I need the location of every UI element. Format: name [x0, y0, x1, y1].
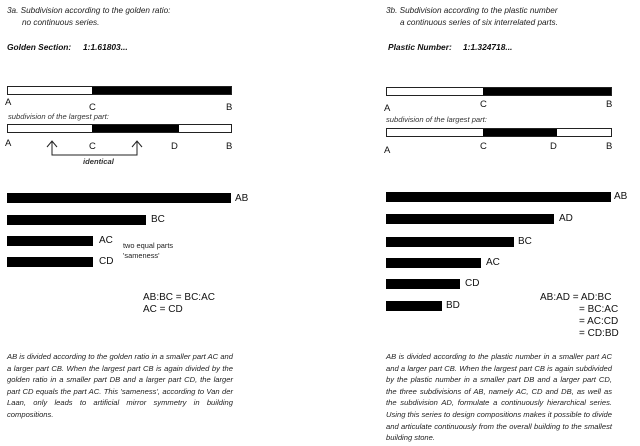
plastic-bar-bd: [386, 301, 442, 311]
golden-bar-bc-label: BC: [151, 214, 165, 225]
golden-section-value: 1:1.61803...: [83, 42, 128, 52]
golden-segment-ab: [7, 86, 232, 95]
plastic-equation-4: = CD:BD: [579, 328, 619, 339]
sameness-note: 'sameness': [123, 251, 160, 260]
point-c-3: C: [480, 99, 487, 110]
golden-bar-ab-label: AB: [235, 193, 249, 204]
plastic-description: AB is divided according to the plastic number in a smaller part AC and a larger part CB. When the largest part CB is again subdivided by the plastic number in a smaller part DB and a larger part CD, the three subdivisions of AB, namely AC, CD and DB, as well as the subdivision AD, formulate a continuously hierarchical series. Using this series to design compositions makes it possible to divide and articulate continuously from the overall building to the smallest building stone.: [386, 352, 612, 443]
plastic-segment-subdivided: [386, 128, 612, 137]
plastic-equation-1: AB:AD = AD:BC: [540, 292, 612, 303]
identical-bracket-icon: [44, 138, 146, 158]
plastic-segment-cd-fill: [483, 129, 557, 136]
left-title-line2: no continuous series.: [22, 18, 100, 27]
plastic-bar-cd-label: CD: [465, 278, 480, 289]
right-title-line2: a continuous series of six interrelated parts.: [400, 18, 558, 27]
plastic-bar-ab: [386, 192, 611, 202]
plastic-bar-bd-label: BD: [446, 300, 460, 311]
right-subdivision-label: subdivision of the largest part:: [386, 115, 487, 124]
plastic-equation-3: = AC:CD: [579, 316, 619, 327]
golden-segment-cb-fill: [92, 87, 231, 94]
point-d-2: D: [171, 141, 178, 152]
point-b-2: B: [226, 141, 233, 152]
identical-label: identical: [83, 157, 114, 166]
plastic-number-label: Plastic Number:: [388, 42, 452, 52]
golden-description: AB is divided according to the golden ratio in a smaller part AC and a larger part CB. When the largest part CB is again divided by the golden ratio in a smaller part DB and a larger part CD, the larger part CD equals the part AC. This 'sameness', according to Van der Laan, only leads to artificial mirror symmetry in building compositions.: [7, 352, 233, 419]
point-c: C: [89, 102, 96, 113]
point-a-2: A: [5, 138, 12, 149]
point-a: A: [5, 97, 12, 108]
two-equal-parts-note: two equal parts: [123, 241, 174, 250]
golden-bar-cd: [7, 257, 93, 267]
point-b: B: [226, 102, 233, 113]
golden-equation-1: AB:BC = BC:AC: [143, 292, 215, 303]
point-b-3: B: [606, 99, 613, 110]
point-a-3: A: [384, 103, 391, 114]
golden-bar-cd-label: CD: [99, 256, 114, 267]
plastic-bar-cd: [386, 279, 460, 289]
golden-bar-ab: [7, 193, 231, 203]
plastic-bar-ab-label: AB: [614, 191, 628, 202]
plastic-equation-2: = BC:AC: [579, 304, 619, 315]
plastic-number-value: 1:1.324718...: [463, 42, 513, 52]
golden-bar-ac: [7, 236, 93, 246]
left-title-line1: 3a. Subdivision according to the golden ratio:: [7, 6, 171, 15]
plastic-bar-bc-label: BC: [518, 236, 532, 247]
golden-segment-cd-fill: [92, 125, 179, 132]
left-subdivision-label: subdivision of the largest part:: [8, 112, 109, 121]
golden-bar-bc: [7, 215, 146, 225]
plastic-bar-ad-label: AD: [559, 213, 573, 224]
plastic-segment-ab: [386, 87, 612, 96]
right-title-line1: 3b. Subdivision according to the plastic number: [386, 6, 558, 15]
plastic-bar-ac: [386, 258, 481, 268]
point-d-4: D: [550, 141, 557, 152]
point-c-2: C: [89, 141, 96, 152]
golden-bar-ac-label: AC: [99, 235, 113, 246]
golden-segment-subdivided: [7, 124, 232, 133]
plastic-segment-cb-fill: [483, 88, 611, 95]
plastic-bar-ac-label: AC: [486, 257, 500, 268]
plastic-bar-ad: [386, 214, 554, 224]
point-a-4: A: [384, 145, 391, 156]
point-b-4: B: [606, 141, 613, 152]
golden-section-label: Golden Section:: [7, 42, 72, 52]
golden-equation-2: AC = CD: [143, 304, 183, 315]
plastic-bar-bc: [386, 237, 514, 247]
point-c-4: C: [480, 141, 487, 152]
